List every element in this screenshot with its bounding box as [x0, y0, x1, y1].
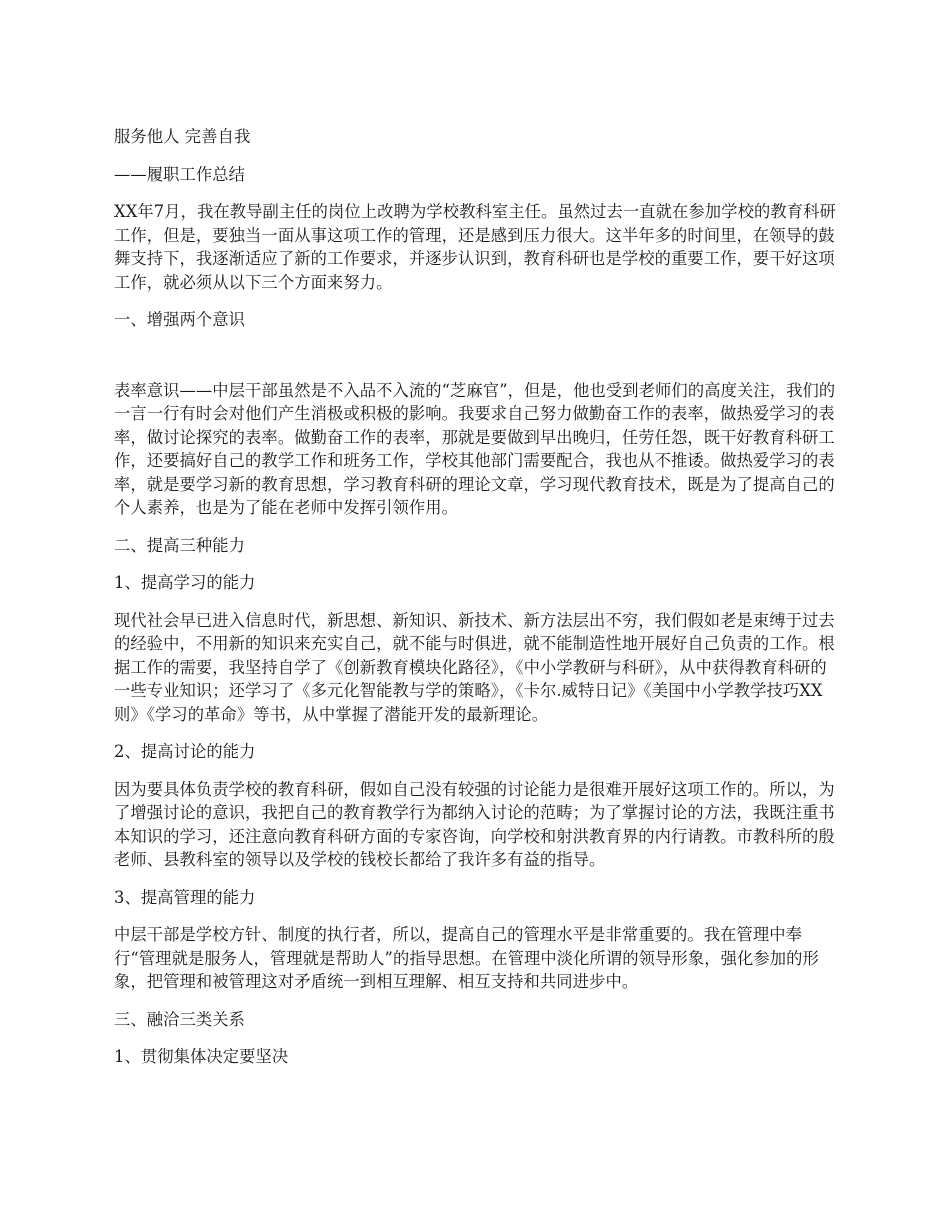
document-body — [114, 125, 840, 1083]
section-heading-3: 三、融洽三类关系 — [114, 1009, 246, 1029]
document-subtitle: ——履职工作总结 — [114, 164, 246, 184]
subsection-2-1-paragraph: 现代社会早已进入信息时代，新思想、新知识、新技术、新方法层出不穷，我们假如老是束缚于过去的经验中，不用新的知识来充实自己，就不能与时俱进，就不能制造性地开展好自己负责的工作。根据工作的需要，我坚持自学了《创新教育模块化路径》，《中小学教研与科研》，从中获得教育科研的一些专业知识；还学习了《多元化智能教与学的策略》，《卡尔.威特日记》《美国中小学教学技巧XX则》《学习的革命》等书，从中掌握了潜能开发的最新理论。 — [114, 610, 835, 724]
subsection-2-3-paragraph: 中层干部是学校方针、制度的执行者，所以，提高自己的管理水平是非常重要的。我在管理中奉行“管理就是服务人，管理就是帮助人”的指导思想。在管理中淡化所谓的领导形象，强化参加的形象，把管理和被管理这对矛盾统一到相互理解、相互支持和共同进步中。 — [114, 925, 819, 991]
intro-paragraph: XX年7月，我在教导副主任的岗位上改聘为学校教科室主任。虽然过去一直就在参加学校的教育科研工作，但是，要独当一面从事这项工作的管理，还是感到压力很大。这半年多的时间里，在领导的鼓舞支持下，我逐渐适应了新的工作要求，并逐步认识到，教育科研也是学校的重要工作，要干好这项工作，就必须从以下三个方面来努力。 — [114, 202, 836, 292]
subsection-heading-2-3: 3、提高管理的能力 — [114, 887, 256, 907]
section-heading-1: 一、增强两个意识 — [114, 310, 246, 329]
subsection-heading-2-2: 2、提高讨论的能力 — [114, 742, 256, 761]
subsection-heading-3-1: 1、贯彻集体决定要坚决 — [114, 1047, 289, 1066]
section-heading-2: 二、提高三种能力 — [114, 535, 246, 555]
document-title: 服务他人 完善自我 — [114, 127, 251, 146]
subsection-heading-2-1: 1、提高学习的能力 — [114, 573, 256, 592]
subsection-2-2-paragraph: 因为要具体负责学校的教育科研，假如自己没有较强的讨论能力是很难开展好这项工作的。所以，为了增强讨论的意识，我把自己的教育教学行为都纳入讨论的范畴；为了掌握讨论的方法，我既注重书本知识的学习，还注意向教育科研方面的专家咨询，向学校和射洪教育界的内行请教。市教科所的殷老师、县教科室的领导以及学校的钱校长都给了我许多有益的指导。 — [114, 779, 835, 869]
section-1-paragraph: 表率意识——中层干部虽然是不入品不入流的“芝麻官”，但是，他也受到老师们的高度关注，我们的一言一行有时会对他们产生消极或积极的影响。我要求自己努力做勤奋工作的表率，做热爱学习的表率，做讨论探究的表率。做勤奋工作的表率，那就是要做到早出晚归，任劳任怨，既干好教育科研工作，还要搞好自己的教学工作和班务工作，学校其他部门需要配合，我也从不推诿。做热爱学习的表率，就是要学习新的教育思想，学习教育科研的理论文章，学习现代教育技术，既是为了提高自己的个人素养，也是为了能在老师中发挥引领作用。 — [114, 380, 836, 517]
